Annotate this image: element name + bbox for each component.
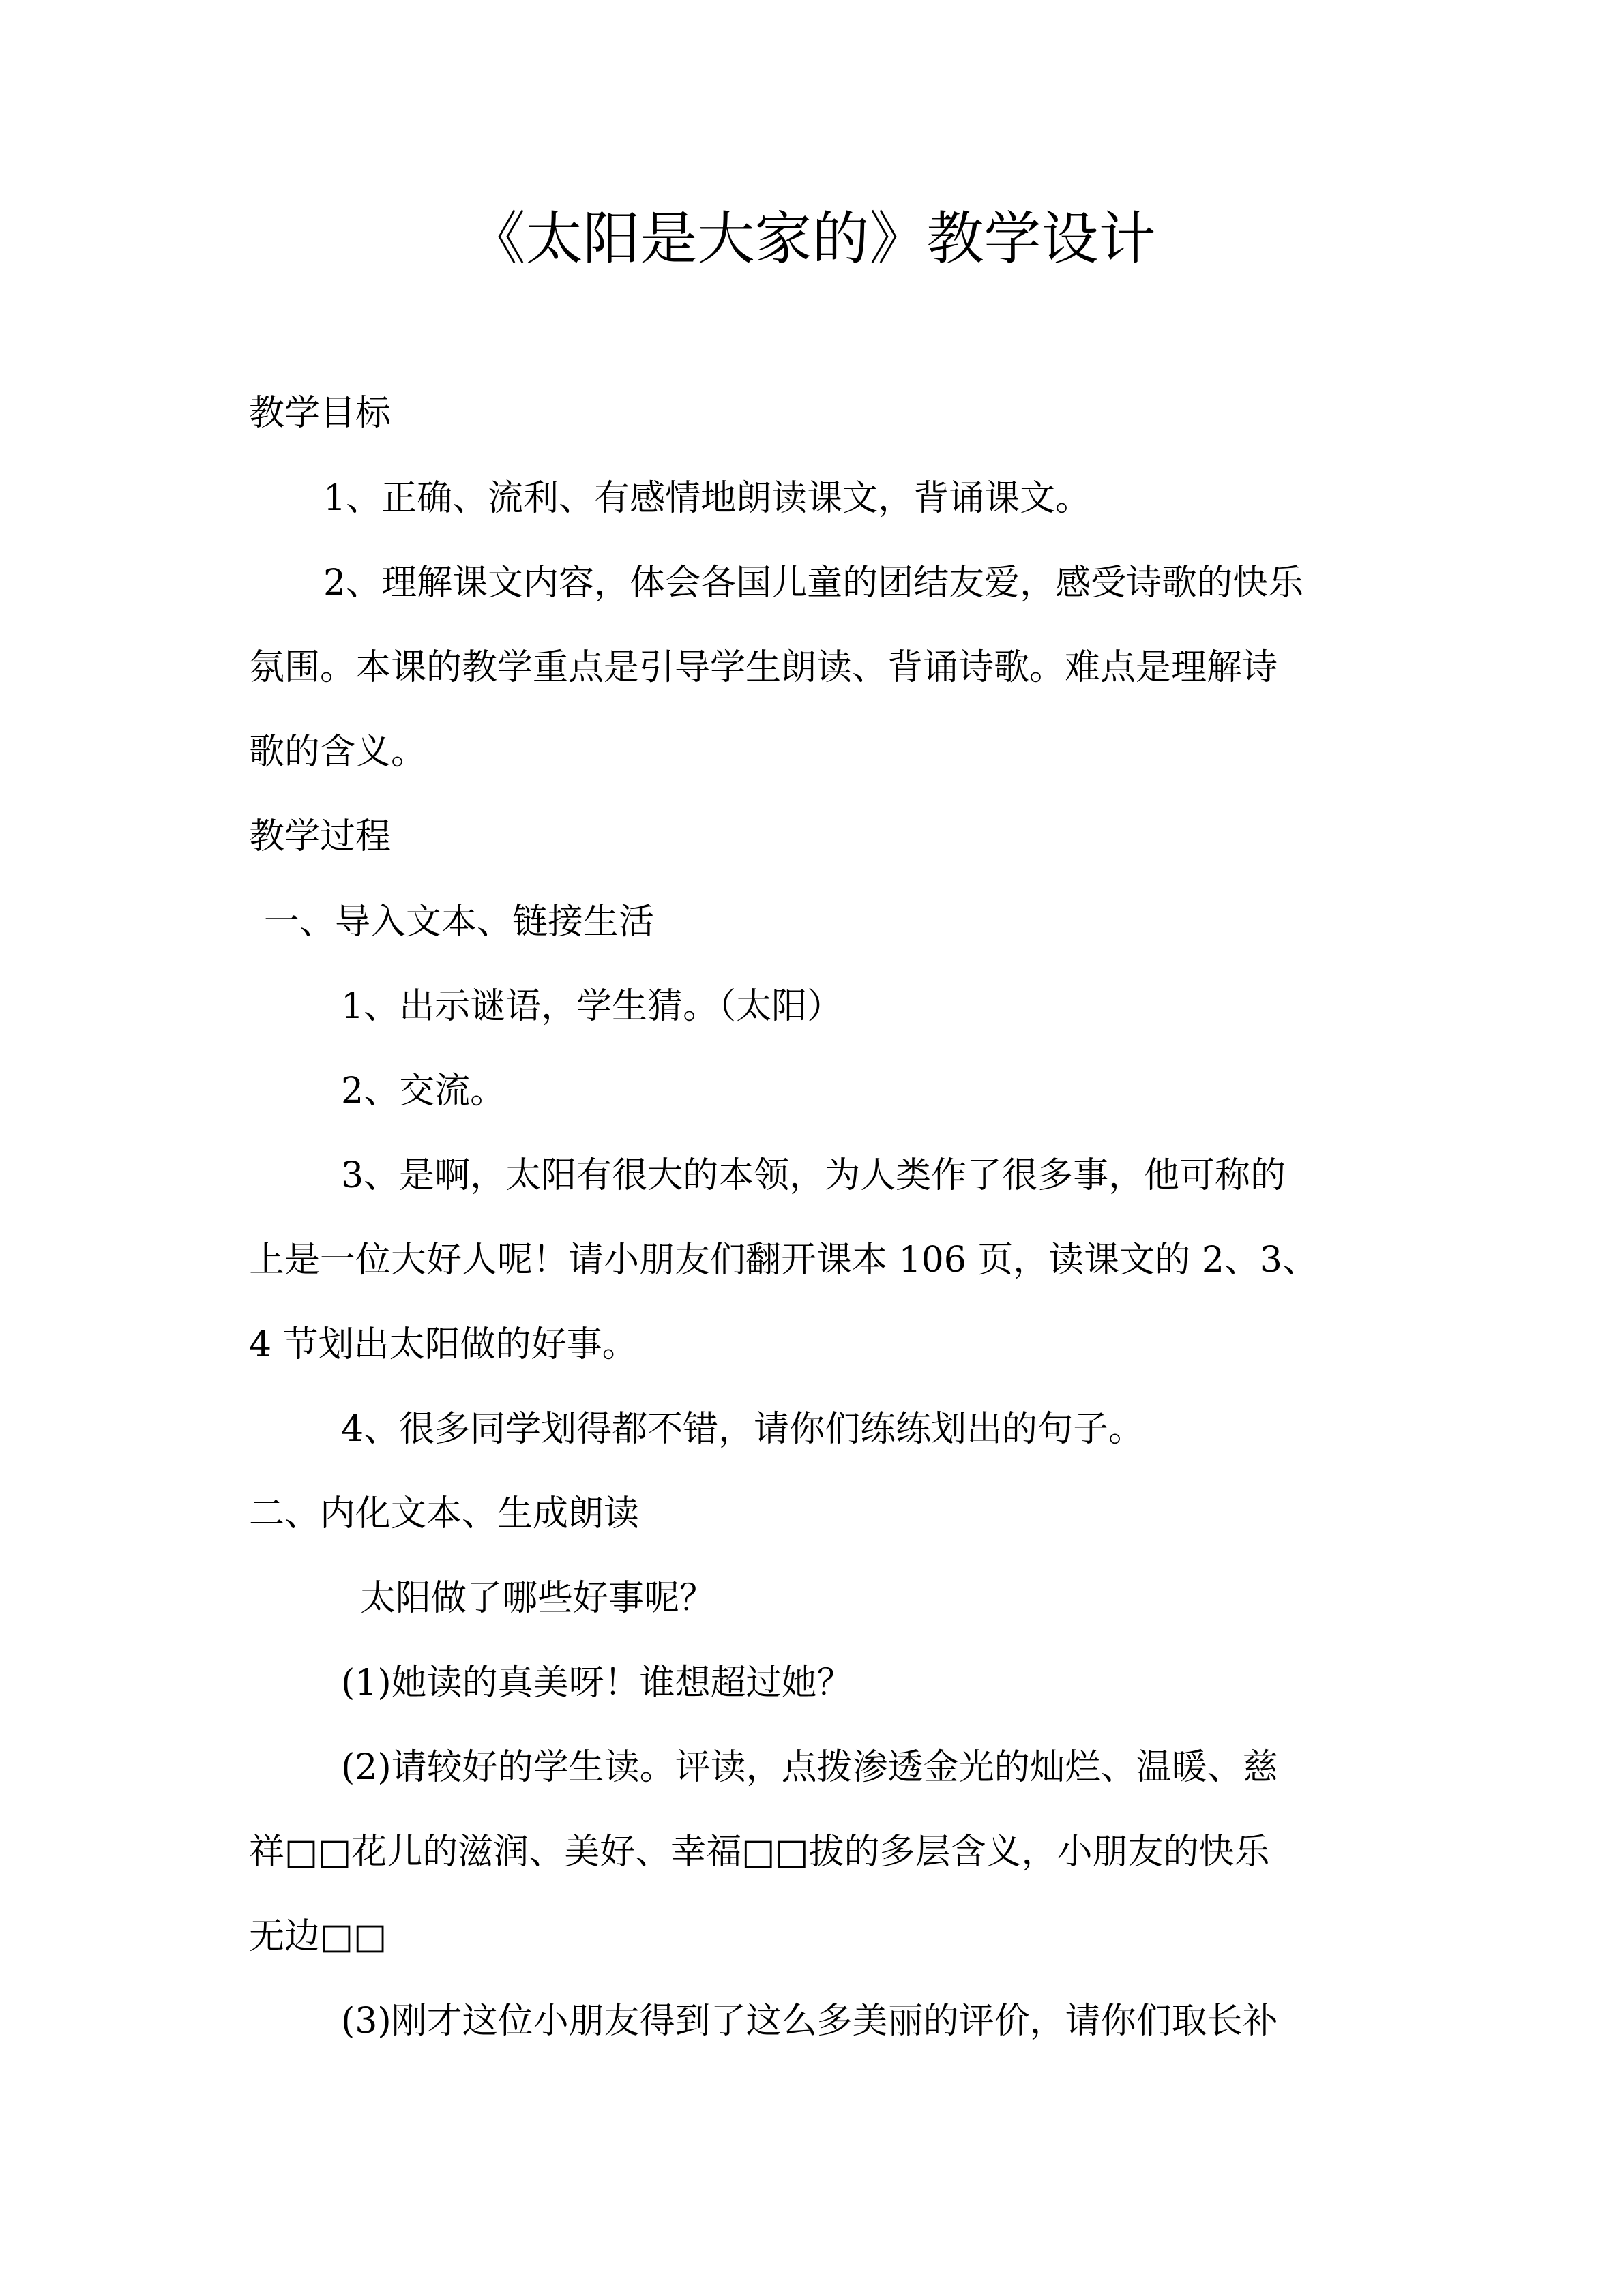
paragraph-line: 氛围。本课的教学重点是引导学生朗读、背诵诗歌。难点是理解诗 [249, 647, 1278, 688]
step-item-p3: (3)刚才这位小朋友得到了这么多美丽的评价，请你们取长补 [341, 2001, 1278, 2042]
paragraph-line: 上是一位大好人呢！请小朋友们翻开课本 106 页，读课文的 2、3、 [249, 1240, 1318, 1281]
section-heading-objectives: 教学目标 [249, 393, 392, 434]
document-title: 《太阳是大家的》教学设计 [468, 205, 1156, 272]
section-heading-process: 教学过程 [249, 816, 392, 857]
objective-item-2: 2、理解课文内容，体会各国儿童的团结友爱，感受诗歌的快乐 [323, 563, 1304, 603]
step-item-1: 1、出示谜语，学生猜。（太阳） [341, 986, 843, 1027]
step-item-4: 4、很多同学划得都不错，请你们练练划出的句子。 [341, 1409, 1145, 1450]
paragraph-line: 祥□□花儿的滋润、美好、幸福□□拔的多层含义，小朋友的快乐 [249, 1832, 1270, 1873]
step-item-p2: (2)请较好的学生读。评读，点拨渗透金光的灿烂、温暖、慈 [341, 1747, 1278, 1788]
question-line: 太阳做了哪些好事呢？ [360, 1578, 715, 1619]
paragraph-line: 无边□□ [249, 1916, 387, 1957]
paragraph-line: 歌的含义。 [249, 732, 427, 773]
subsection-heading-2: 二、内化文本、生成朗读 [249, 1493, 640, 1534]
step-item-3: 3、是啊，太阳有很大的本领，为人类作了很多事，他可称的 [341, 1155, 1286, 1196]
step-item-2: 2、交流。 [341, 1071, 506, 1112]
paragraph-line: 4 节划出太阳做的好事。 [249, 1324, 638, 1365]
step-item-p1: (1)她读的真美呀！谁想超过她？ [341, 1663, 853, 1703]
objective-item-1: 1、正确、流利、有感情地朗读课文，背诵课文。 [323, 478, 1091, 519]
subsection-heading-1: 一、导入文本、链接生活 [264, 901, 655, 942]
